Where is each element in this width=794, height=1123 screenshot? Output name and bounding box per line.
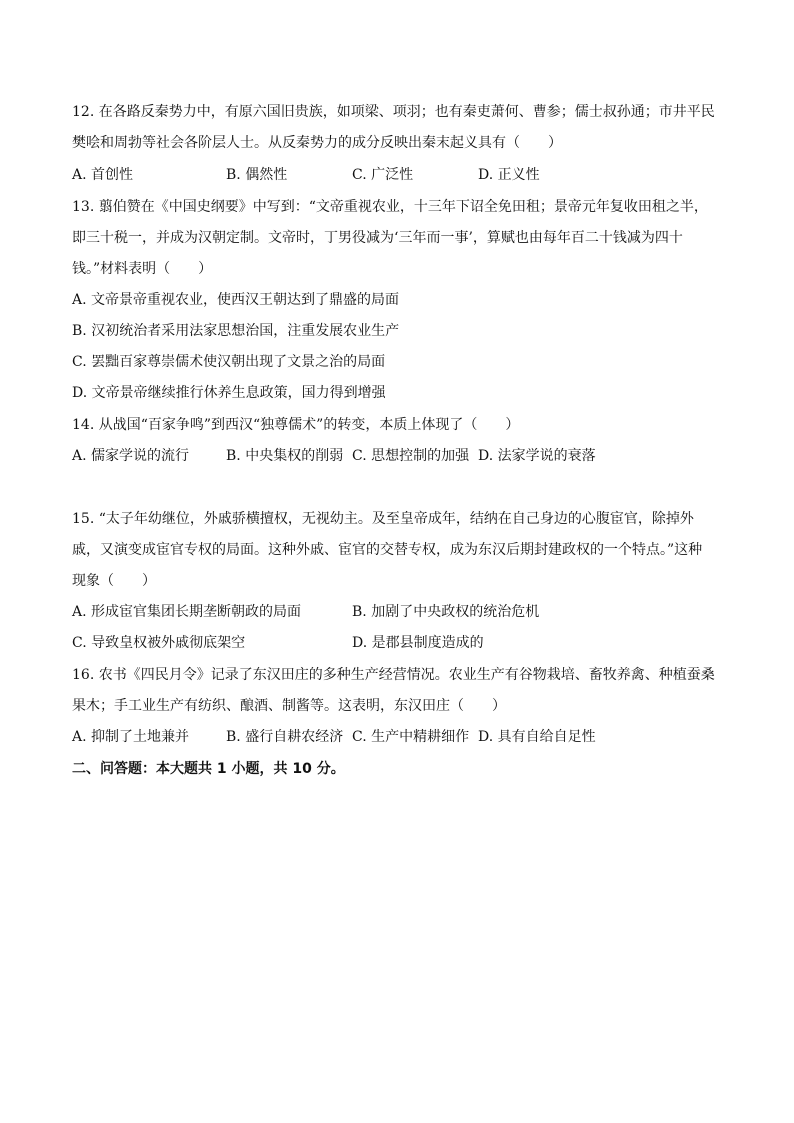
section-heading: 二、问答题：本大题共 1 小题，共 10 分。 [72,761,345,777]
question-12-option-b: B. 偶然性 [226,167,288,183]
question-12-option-c: C. 广泛性 [352,167,414,183]
question-12-option-d: D. 正义性 [478,167,540,183]
question-16-stem-line-1: 16. 农书《四民月令》记录了东汉田庄的多种生产经营情况。农业生产有谷物栽培、畜牧养禽、种植蚕桑 [72,667,715,683]
question-13-stem-line-3: 钱。”材料表明（ ） [72,261,213,277]
question-13-stem-line-2: 即三十税一，并成为汉朝定制。文帝时，丁男役减为‘三年而一事’，算赋也由每年百二十钱减为四十 [72,230,683,246]
question-15-option-b: B. 加剧了中央政权的统治危机 [352,604,540,620]
question-15-stem-line-3: 现象（ ） [72,573,156,589]
question-13-option-d: D. 文帝景帝继续推行休养生息政策，国力得到增强 [72,385,386,401]
question-14-stem-line-1: 14. 从战国“百家争鸣”到西汉“独尊儒术”的转变，本质上体现了（ ） [72,417,520,433]
question-13-option-c: C. 罢黜百家尊崇儒术使汉朝出现了文景之治的局面 [72,354,386,370]
question-16-option-a: A. 抑制了土地兼并 [72,729,190,745]
question-15-stem-line-2: 戚，又演变成宦官专权的局面。这种外戚、宦官的交替专权，成为东汉后期封建政权的一个特点。”这种 [72,542,703,558]
question-14-option-a: A. 儒家学说的流行 [72,448,190,464]
question-14-option-b: B. 中央集权的削弱 [226,448,344,464]
question-15-option-c: C. 导致皇权被外戚彻底架空 [72,635,246,651]
question-13-option-a: A. 文帝景帝重视农业，使西汉王朝达到了鼎盛的局面 [72,292,400,308]
question-13-option-b: B. 汉初统治者采用法家思想治国，注重发展农业生产 [72,323,400,339]
question-12-stem-line-2: 樊哙和周勃等社会各阶层人士。从反秦势力的成分反映出秦末起义具有（ ） [72,135,562,151]
question-14-option-c: C. 思想控制的加强 [352,448,470,464]
question-14-option-d: D. 法家学说的衰落 [478,448,596,464]
question-15-option-d: D. 是郡县制度造成的 [352,635,484,651]
question-12-option-a: A. 首创性 [72,167,134,183]
question-16-option-d: D. 具有自给自足性 [478,729,596,745]
question-15-stem-line-1: 15. “太子年幼继位，外戚骄横擅权，无视幼主。及至皇帝成年，结纳在自己身边的心腹宦官，除掉外 [72,511,694,527]
question-16-option-b: B. 盛行自耕农经济 [226,729,344,745]
question-16-option-c: C. 生产中精耕细作 [352,729,470,745]
question-16-stem-line-2: 果木；手工业生产有纺织、酿酒、制酱等。这表明，东汉田庄（ ） [72,698,506,714]
question-12-stem-line-1: 12. 在各路反秦势力中，有原六国旧贵族，如项梁、项羽；也有秦吏萧何、曹参；儒士叔孙通；市井平民 [72,104,715,120]
question-13-stem-line-1: 13. 翦伯赞在《中国史纲要》中写到：“文帝重视农业，十三年下诏全免田租；景帝元年复收田租之半， [72,199,708,215]
question-15-option-a: A. 形成宦官集团长期垄断朝政的局面 [72,604,302,620]
